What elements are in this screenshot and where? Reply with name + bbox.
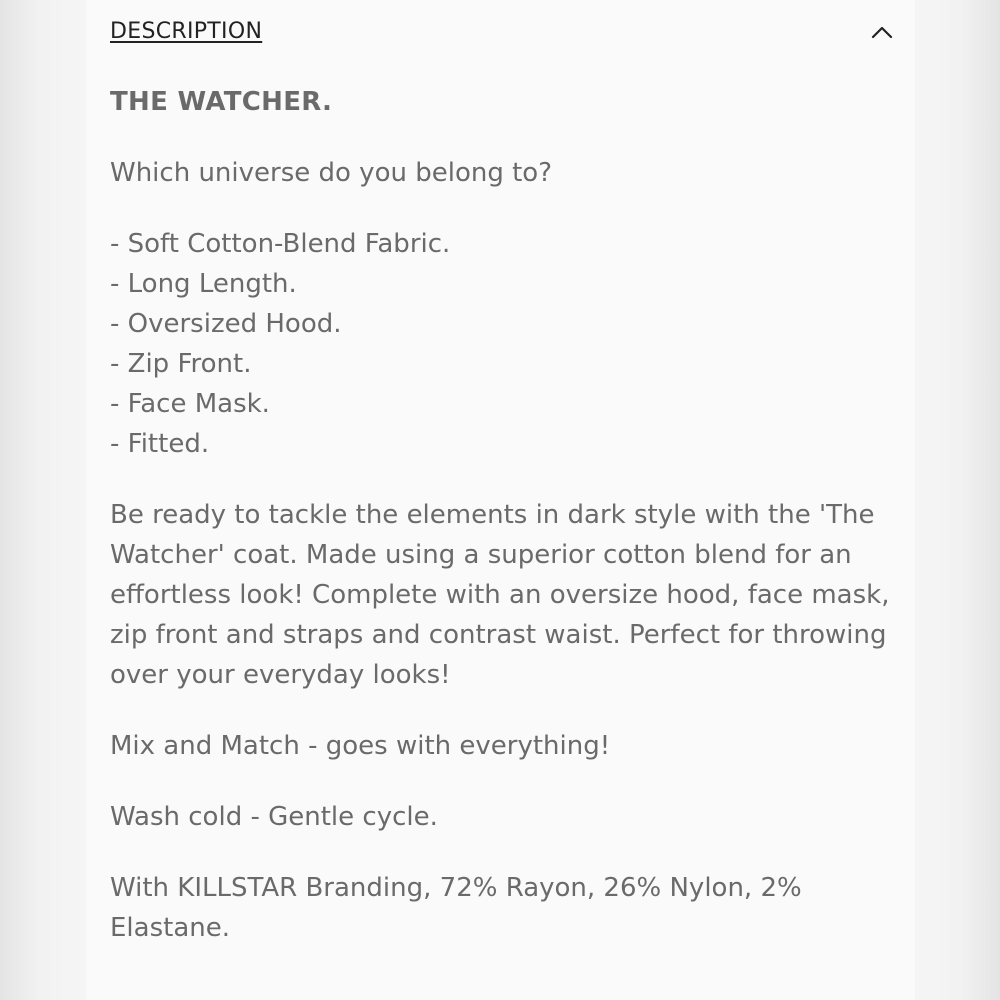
spacer — [110, 766, 900, 797]
fabric-composition: With KILLSTAR Branding, 72% Rayon, 26% Nylon, 2% Elastane. — [110, 873, 802, 943]
spacer — [110, 193, 900, 224]
spacer — [110, 122, 900, 153]
product-tagline: Which universe do you belong to? — [110, 158, 552, 188]
styling-note: Mix and Match - goes with everything! — [110, 731, 611, 761]
description-heading[interactable]: DESCRIPTION — [110, 19, 263, 44]
feature-item: - Long Length. — [110, 269, 297, 299]
spacer — [110, 837, 900, 868]
feature-list — [110, 224, 900, 464]
accordion-header[interactable] — [110, 18, 900, 48]
feature-item: - Soft Cotton-Blend Fabric. — [110, 229, 451, 259]
spacer — [110, 464, 900, 495]
description-content — [110, 82, 900, 948]
chevron-up-icon[interactable] — [870, 20, 894, 44]
feature-item: - Face Mask. — [110, 389, 270, 419]
product-title: THE WATCHER. — [110, 87, 333, 117]
care-instructions: Wash cold - Gentle cycle. — [110, 802, 438, 832]
product-description: Be ready to tackle the elements in dark style with the 'The Watcher' coat. Made using a superior cotton blend for an effortless look! Complete with an oversize hood, face mask, zip front and straps and contrast waist. Perfect for throwing over your everyday looks! — [110, 500, 890, 690]
feature-item: - Zip Front. — [110, 349, 252, 379]
feature-item: - Fitted. — [110, 429, 210, 459]
feature-item: - Oversized Hood. — [110, 309, 342, 339]
spacer — [110, 695, 900, 726]
